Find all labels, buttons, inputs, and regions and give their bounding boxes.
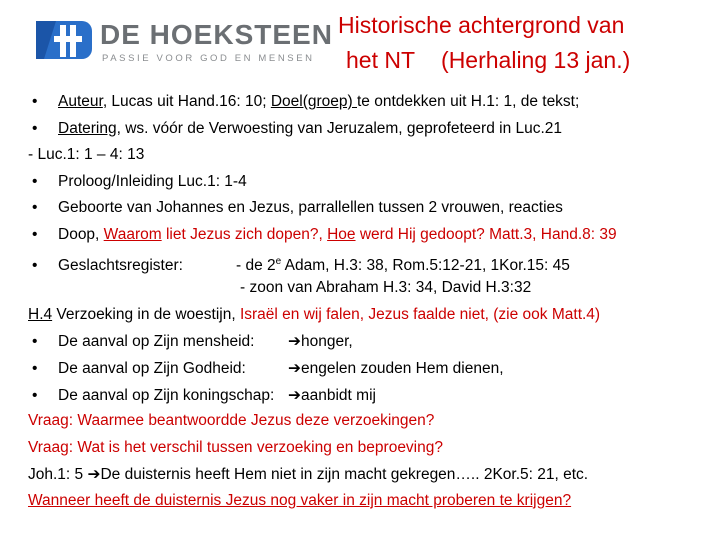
- title-line-1: Historische achtergrond van: [338, 12, 625, 38]
- line-joh: [28, 461, 718, 488]
- h4-label: H.4: [28, 305, 53, 323]
- slide-body: [28, 89, 718, 515]
- bullet: •: [32, 333, 38, 351]
- h4-red-text: Israël en wij falen, Jezus faalde niet, (zie ook Matt.4): [239, 305, 601, 323]
- line-h4: [28, 302, 718, 329]
- slide-title: [338, 8, 718, 78]
- bullet: •: [32, 199, 38, 217]
- arrow-right-icon: ➔: [288, 358, 301, 377]
- doop-question-2: werd Hij gedoopt? Matt.3, Hand.8: 39: [355, 225, 617, 243]
- line-geboorte: [32, 195, 720, 222]
- doel-label: Doel(groep): [270, 93, 357, 110]
- joh-ref: Joh.1: 5: [28, 466, 88, 484]
- line-vraag-1: Vraag: Waarmee beantwoordde Jezus deze verzoekingen?: [28, 412, 435, 430]
- joh-text: De duisternis heeft Hem niet in zijn macht gekregen….. 2Kor.5: 21, etc.: [100, 466, 589, 484]
- doel-text: te ontdekken uit H.1: 1, de tekst;: [357, 93, 580, 110]
- proloog-text: Proloog/Inleiding Luc.1: 1-4: [58, 172, 247, 190]
- bullet: •: [32, 172, 38, 190]
- mensheid-label: De aanval op Zijn mensheid:: [58, 333, 255, 351]
- bullet: •: [32, 119, 38, 137]
- arrow-right-icon: ➔: [87, 465, 101, 484]
- title-line-2b: (Herhaling 13 jan.): [441, 47, 631, 73]
- logo: [30, 17, 333, 67]
- line-abraham: - zoon van Abraham H.3: 34, David H.3:32: [240, 279, 532, 297]
- logo-name: DE HOEKSTEEN: [100, 19, 333, 50]
- cornerstone-logo-icon: [30, 17, 94, 63]
- bullet: •: [32, 256, 38, 274]
- adam-prefix: - de 2: [236, 256, 276, 274]
- doop-text: Doop,: [58, 225, 104, 243]
- bullet: •: [32, 225, 38, 243]
- line-mensheid: [32, 328, 720, 355]
- line-geslachtsregister: [32, 249, 720, 276]
- adam-sup: e: [275, 255, 282, 267]
- line-proloog: [32, 169, 720, 196]
- line-vraag-2: Vraag: Wat is het verschil tussen verzoeking en beproeving?: [28, 438, 443, 456]
- godheid-label: De aanval op Zijn Godheid:: [58, 359, 246, 377]
- arrow-right-icon: ➔: [288, 332, 301, 351]
- waarom-link: Waarom: [103, 225, 162, 243]
- geslachtsregister-label: Geslachtsregister:: [58, 256, 183, 274]
- line-doop: [32, 222, 720, 249]
- line-datering: [32, 116, 720, 143]
- doop-question-1: liet Jezus zich dopen?,: [161, 225, 328, 243]
- mensheid-text: honger,: [301, 333, 353, 351]
- adam-text: Adam, H.3: 38, Rom.5:12-21, 1Kor.15: 45: [281, 256, 570, 274]
- bullet: •: [32, 386, 38, 404]
- bullet: •: [32, 93, 38, 110]
- title-line-2a: het NT: [346, 47, 416, 73]
- auteur-label: Auteur: [58, 93, 103, 110]
- title-line-2: [338, 43, 718, 78]
- koningschap-text: aanbidt mij: [301, 386, 376, 404]
- hoe-link: Hoe: [327, 225, 356, 243]
- h4-text: Verzoeking in de woestijn,: [52, 305, 240, 323]
- line-luc-range: - Luc.1: 1 – 4: 13: [28, 146, 145, 164]
- datering-text: , ws. vóór de Verwoesting van Jeruzalem, geprofeteerd in Luc.21: [116, 119, 563, 137]
- line-koningschap: [32, 382, 720, 409]
- geboorte-text: Geboorte van Johannes en Jezus, parrallellen tussen 2 vrouwen, reacties: [58, 199, 563, 217]
- datering-label: Datering: [58, 119, 117, 137]
- bullet: •: [32, 359, 38, 377]
- godheid-text: engelen zouden Hem dienen,: [301, 359, 504, 377]
- arrow-right-icon: ➔: [288, 385, 301, 404]
- line-auteur: [32, 89, 720, 116]
- line-wanneer: Wanneer heeft de duisternis Jezus nog vaker in zijn macht proberen te krijgen?: [28, 491, 572, 509]
- auteur-text: , Lucas uit Hand.16: 10;: [102, 93, 271, 110]
- logo-tagline: PASSIE VOOR GOD EN MENSEN: [102, 53, 315, 64]
- koningschap-label: De aanval op Zijn koningschap:: [58, 386, 275, 404]
- line-godheid: [32, 355, 720, 382]
